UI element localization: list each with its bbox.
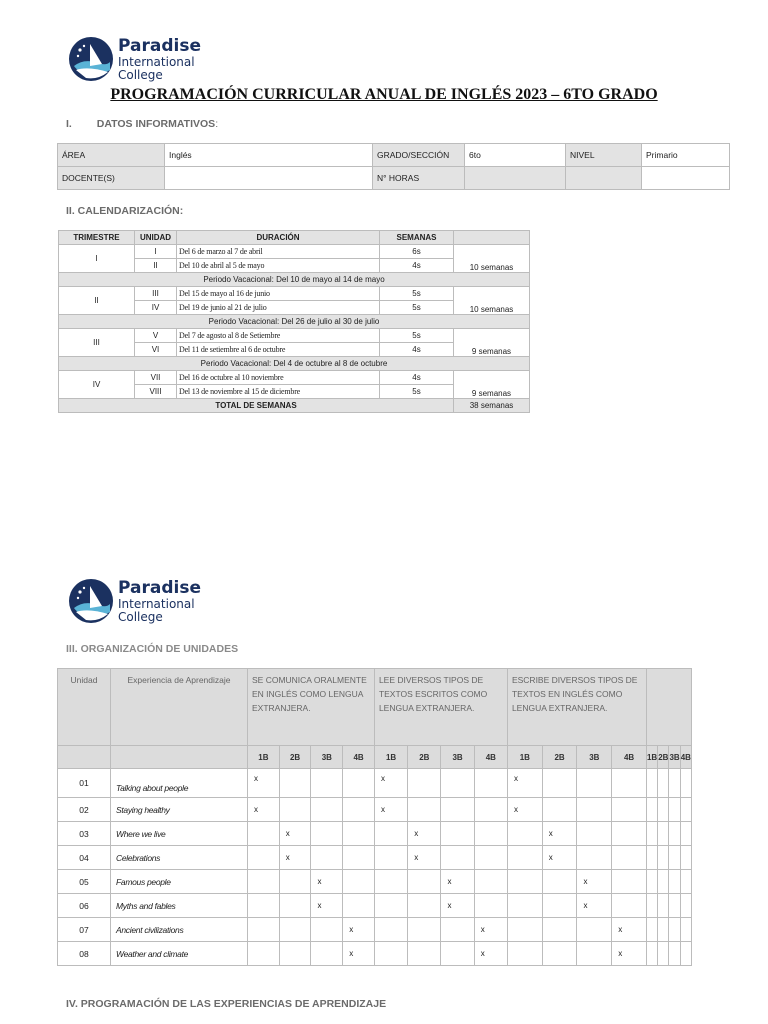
unit-experience: Where we live xyxy=(111,822,248,846)
week-cell xyxy=(669,769,680,798)
week-cell xyxy=(279,894,311,918)
vacation-row: Periodo Vacacional: Del 10 de mayo al 14 de mayo xyxy=(59,273,530,287)
unidad-cell: V xyxy=(135,329,177,343)
week-cell xyxy=(408,798,441,822)
week-header: 2B xyxy=(542,746,577,769)
unit-experience: Ancient civilizations xyxy=(111,918,248,942)
week-cell xyxy=(669,846,680,870)
unit-experience: Weather and climate xyxy=(111,942,248,966)
section-organizacion: III. ORGANIZACIÓN DE UNIDADES xyxy=(66,643,239,655)
week-cell xyxy=(669,918,680,942)
week-cell xyxy=(311,769,343,798)
week-cell xyxy=(577,822,612,846)
week-cell xyxy=(248,918,280,942)
week-cell xyxy=(542,870,577,894)
duracion-cell: Del 10 de abril al 5 de mayo xyxy=(177,259,380,273)
week-cell xyxy=(441,942,474,966)
area-label: ÁREA xyxy=(58,144,165,167)
table-row xyxy=(58,942,692,966)
competencia-4 xyxy=(646,669,691,746)
week-cell: x xyxy=(279,846,311,870)
week-cell xyxy=(542,769,577,798)
unit-experience: Talking about people xyxy=(111,769,248,798)
semanas-cell: 5s xyxy=(380,385,454,399)
week-cell xyxy=(374,894,407,918)
unidad-cell: VI xyxy=(135,343,177,357)
week-cell xyxy=(408,769,441,798)
week-cell: x xyxy=(343,918,375,942)
col-semanas: SEMANAS xyxy=(380,231,454,245)
week-cell xyxy=(680,846,691,870)
empty-cell xyxy=(566,167,642,190)
week-cell: x xyxy=(248,798,280,822)
week-cell xyxy=(612,798,647,822)
table-row xyxy=(58,870,692,894)
semanas-cell: 5s xyxy=(380,329,454,343)
table-row xyxy=(58,846,692,870)
week-cell xyxy=(577,846,612,870)
calendar-table xyxy=(58,230,530,413)
week-cell xyxy=(612,846,647,870)
week-cell xyxy=(680,822,691,846)
week-cell: x xyxy=(441,894,474,918)
week-cell: x xyxy=(374,769,407,798)
week-cell: x xyxy=(474,942,507,966)
week-cell xyxy=(474,798,507,822)
unit-number: 02 xyxy=(58,798,111,822)
college-crest-icon xyxy=(68,578,114,624)
week-cell: x xyxy=(408,846,441,870)
week-cell xyxy=(507,846,542,870)
nivel-value: Primario xyxy=(642,144,730,167)
week-cell xyxy=(680,942,691,966)
logo-line2: International xyxy=(118,596,195,611)
semanas-cell: 4s xyxy=(380,343,454,357)
unidad-cell: VIII xyxy=(135,385,177,399)
logo-line3: College xyxy=(118,67,163,82)
week-cell: x xyxy=(612,918,647,942)
week-cell xyxy=(474,769,507,798)
week-header: 1B xyxy=(374,746,407,769)
week-cell xyxy=(279,942,311,966)
week-cell xyxy=(507,870,542,894)
section-datos-informativos xyxy=(66,118,218,130)
week-cell xyxy=(658,769,669,798)
week-cell xyxy=(680,798,691,822)
week-header: 4B xyxy=(680,746,691,769)
week-cell: x xyxy=(408,822,441,846)
section-label: DATOS INFORMATIVOS xyxy=(96,118,216,130)
empty-cell xyxy=(111,746,248,769)
week-cell xyxy=(279,918,311,942)
table-row xyxy=(58,798,692,822)
semanas-cell: 4s xyxy=(380,259,454,273)
week-cell xyxy=(646,870,657,894)
section-calendarizacion: II. CALENDARIZACIÓN: xyxy=(66,205,184,217)
table-row xyxy=(58,894,692,918)
week-cell xyxy=(474,846,507,870)
week-cell xyxy=(374,870,407,894)
total-weeks-cell: 10 semanas xyxy=(454,245,530,273)
trimestre-cell: I xyxy=(59,245,135,273)
week-cell xyxy=(669,894,680,918)
week-header: 4B xyxy=(474,746,507,769)
week-cell xyxy=(577,769,612,798)
unit-number: 03 xyxy=(58,822,111,846)
week-cell xyxy=(507,918,542,942)
section-programacion: IV. PROGRAMACIÓN DE LAS EXPERIENCIAS DE APRENDIZAJE xyxy=(66,998,387,1010)
week-header: 2B xyxy=(408,746,441,769)
unit-number: 05 xyxy=(58,870,111,894)
week-cell: x xyxy=(577,870,612,894)
week-cell xyxy=(507,894,542,918)
col-unidad: UNIDAD xyxy=(135,231,177,245)
unit-experience: Famous people xyxy=(111,870,248,894)
total-weeks-cell: 9 semanas xyxy=(454,329,530,357)
week-cell xyxy=(658,822,669,846)
section-number: I. xyxy=(66,118,72,130)
unit-number: 04 xyxy=(58,846,111,870)
week-cell xyxy=(441,918,474,942)
section-suffix: : xyxy=(215,118,219,130)
week-header: 3B xyxy=(669,746,680,769)
unit-number: 06 xyxy=(58,894,111,918)
week-cell xyxy=(441,798,474,822)
week-header: 1B xyxy=(248,746,280,769)
week-cell xyxy=(577,798,612,822)
table-row xyxy=(58,918,692,942)
week-cell xyxy=(680,894,691,918)
week-cell xyxy=(646,846,657,870)
duracion-cell: Del 7 de agosto al 8 de Setiembre xyxy=(177,329,380,343)
unidad-cell: VII xyxy=(135,371,177,385)
week-cell xyxy=(311,846,343,870)
week-cell: x xyxy=(374,798,407,822)
duracion-cell: Del 13 de noviembre al 15 de diciembre xyxy=(177,385,380,399)
week-cell xyxy=(612,894,647,918)
week-header: 4B xyxy=(343,746,375,769)
docente-label: DOCENTE(S) xyxy=(58,167,165,190)
week-cell: x xyxy=(279,822,311,846)
week-cell xyxy=(311,798,343,822)
week-cell xyxy=(542,894,577,918)
competencia-1: SE COMUNICA ORALMENTE EN INGLÉS COMO LENGUA EXTRANJERA. xyxy=(248,669,375,746)
week-cell xyxy=(646,918,657,942)
week-cell xyxy=(646,894,657,918)
week-header: 2B xyxy=(279,746,311,769)
week-cell xyxy=(646,769,657,798)
week-header: 3B xyxy=(577,746,612,769)
week-cell xyxy=(577,942,612,966)
week-cell: x xyxy=(441,870,474,894)
grado-value: 6to xyxy=(465,144,566,167)
col-duracion: DURACIÓN xyxy=(177,231,380,245)
semanas-cell: 6s xyxy=(380,245,454,259)
units-table xyxy=(57,668,692,966)
week-cell xyxy=(311,822,343,846)
week-cell xyxy=(408,870,441,894)
college-logo xyxy=(68,36,201,82)
week-cell xyxy=(441,769,474,798)
col-total xyxy=(454,231,530,245)
week-cell xyxy=(507,942,542,966)
total-weeks-cell: 10 semanas xyxy=(454,287,530,315)
week-cell xyxy=(343,822,375,846)
week-cell xyxy=(248,846,280,870)
week-cell xyxy=(669,822,680,846)
week-cell xyxy=(343,870,375,894)
semanas-cell: 5s xyxy=(380,301,454,315)
week-cell xyxy=(542,918,577,942)
week-cell xyxy=(311,918,343,942)
week-cell xyxy=(669,798,680,822)
vacation-row: Periodo Vacacional: Del 26 de julio al 30 de julio xyxy=(59,315,530,329)
week-cell: x xyxy=(542,846,577,870)
week-cell xyxy=(542,798,577,822)
empty-cell xyxy=(642,167,730,190)
week-cell xyxy=(408,918,441,942)
week-cell xyxy=(669,942,680,966)
week-cell xyxy=(279,798,311,822)
week-cell: x xyxy=(542,822,577,846)
week-cell: x xyxy=(311,894,343,918)
week-cell xyxy=(343,894,375,918)
logo-line3: College xyxy=(118,609,163,624)
total-weeks-cell: 9 semanas xyxy=(454,371,530,399)
trimestre-cell: IV xyxy=(59,371,135,399)
week-cell xyxy=(279,870,311,894)
week-cell: x xyxy=(343,942,375,966)
week-cell xyxy=(646,822,657,846)
college-logo xyxy=(68,578,201,624)
unidad-cell: IV xyxy=(135,301,177,315)
week-cell xyxy=(248,894,280,918)
week-header: 3B xyxy=(311,746,343,769)
week-cell xyxy=(658,942,669,966)
week-cell xyxy=(311,942,343,966)
table-row xyxy=(58,769,692,798)
unit-experience: Myths and fables xyxy=(111,894,248,918)
duracion-cell: Del 11 de setiembre al 6 de octubre xyxy=(177,343,380,357)
horas-label: N° HORAS xyxy=(373,167,465,190)
week-cell xyxy=(612,769,647,798)
duracion-cell: Del 15 de mayo al 16 de junio xyxy=(177,287,380,301)
page-title: PROGRAMACIÓN CURRICULAR ANUAL DE INGLÉS 2023 – 6TO GRADO xyxy=(110,86,658,103)
unit-experience: Celebrations xyxy=(111,846,248,870)
duracion-cell: Del 16 de octubre al 10 noviembre xyxy=(177,371,380,385)
unidad-cell: I xyxy=(135,245,177,259)
week-cell xyxy=(248,942,280,966)
week-cell xyxy=(612,822,647,846)
week-header: 1B xyxy=(507,746,542,769)
week-cell xyxy=(669,870,680,894)
vacation-row: Periodo Vacacional: Del 4 de octubre al 8 de octubre xyxy=(59,357,530,371)
week-cell xyxy=(279,769,311,798)
col-experiencia: Experiencia de Aprendizaje xyxy=(111,669,248,746)
docente-value xyxy=(165,167,373,190)
week-cell xyxy=(658,918,669,942)
unit-number: 01 xyxy=(58,769,111,798)
unidad-cell: II xyxy=(135,259,177,273)
week-cell xyxy=(343,798,375,822)
week-cell xyxy=(248,822,280,846)
week-cell: x xyxy=(612,942,647,966)
week-cell xyxy=(577,918,612,942)
duracion-cell: Del 19 de junio al 21 de julio xyxy=(177,301,380,315)
week-header: 2B xyxy=(658,746,669,769)
area-value: Inglés xyxy=(165,144,373,167)
week-cell xyxy=(612,870,647,894)
week-cell xyxy=(680,769,691,798)
week-cell: x xyxy=(577,894,612,918)
horas-value xyxy=(465,167,566,190)
week-cell xyxy=(542,942,577,966)
logo-line2: International xyxy=(118,54,195,69)
week-cell xyxy=(658,846,669,870)
nivel-label: NIVEL xyxy=(566,144,642,167)
week-cell xyxy=(343,846,375,870)
logo-name: Paradise xyxy=(118,577,201,598)
unidad-cell: III xyxy=(135,287,177,301)
week-cell: x xyxy=(507,769,542,798)
week-cell xyxy=(658,798,669,822)
semanas-cell: 5s xyxy=(380,287,454,301)
logo-name: Paradise xyxy=(118,35,201,56)
week-cell: x xyxy=(507,798,542,822)
table-row xyxy=(58,822,692,846)
week-cell xyxy=(374,846,407,870)
total-label: TOTAL DE SEMANAS xyxy=(59,399,454,413)
week-cell xyxy=(507,822,542,846)
week-cell xyxy=(408,894,441,918)
week-cell xyxy=(474,822,507,846)
week-cell xyxy=(474,894,507,918)
col-trimestre: TRIMESTRE xyxy=(59,231,135,245)
competencia-3: ESCRIBE DIVERSOS TIPOS DE TEXTOS EN INGLÉS COMO LENGUA EXTRANJERA. xyxy=(507,669,646,746)
week-cell xyxy=(374,822,407,846)
week-cell xyxy=(408,942,441,966)
trimestre-cell: III xyxy=(59,329,135,357)
week-header: 3B xyxy=(441,746,474,769)
duracion-cell: Del 6 de marzo al 7 de abril xyxy=(177,245,380,259)
week-cell xyxy=(374,918,407,942)
unit-number: 08 xyxy=(58,942,111,966)
week-cell: x xyxy=(248,769,280,798)
week-header: 1B xyxy=(646,746,657,769)
week-cell: x xyxy=(474,918,507,942)
week-cell xyxy=(248,870,280,894)
total-value: 38 semanas xyxy=(454,399,530,413)
week-cell xyxy=(658,870,669,894)
week-cell xyxy=(474,870,507,894)
week-cell xyxy=(680,870,691,894)
week-header: 4B xyxy=(612,746,647,769)
empty-cell xyxy=(58,746,111,769)
col-unidad: Unidad xyxy=(58,669,111,746)
week-cell xyxy=(343,769,375,798)
competencia-2: LEE DIVERSOS TIPOS DE TEXTOS ESCRITOS COMO LENGUA EXTRANJERA. xyxy=(374,669,507,746)
week-cell xyxy=(646,942,657,966)
week-cell xyxy=(441,846,474,870)
college-crest-icon xyxy=(68,36,114,82)
week-cell: x xyxy=(311,870,343,894)
trimestre-cell: II xyxy=(59,287,135,315)
week-cell xyxy=(374,942,407,966)
info-table xyxy=(57,143,730,190)
unit-experience: Staying healthy xyxy=(111,798,248,822)
unit-number: 07 xyxy=(58,918,111,942)
week-cell xyxy=(646,798,657,822)
week-cell xyxy=(658,894,669,918)
week-cell xyxy=(680,918,691,942)
week-cell xyxy=(441,822,474,846)
semanas-cell: 4s xyxy=(380,371,454,385)
grado-label: GRADO/SECCIÓN xyxy=(373,144,465,167)
